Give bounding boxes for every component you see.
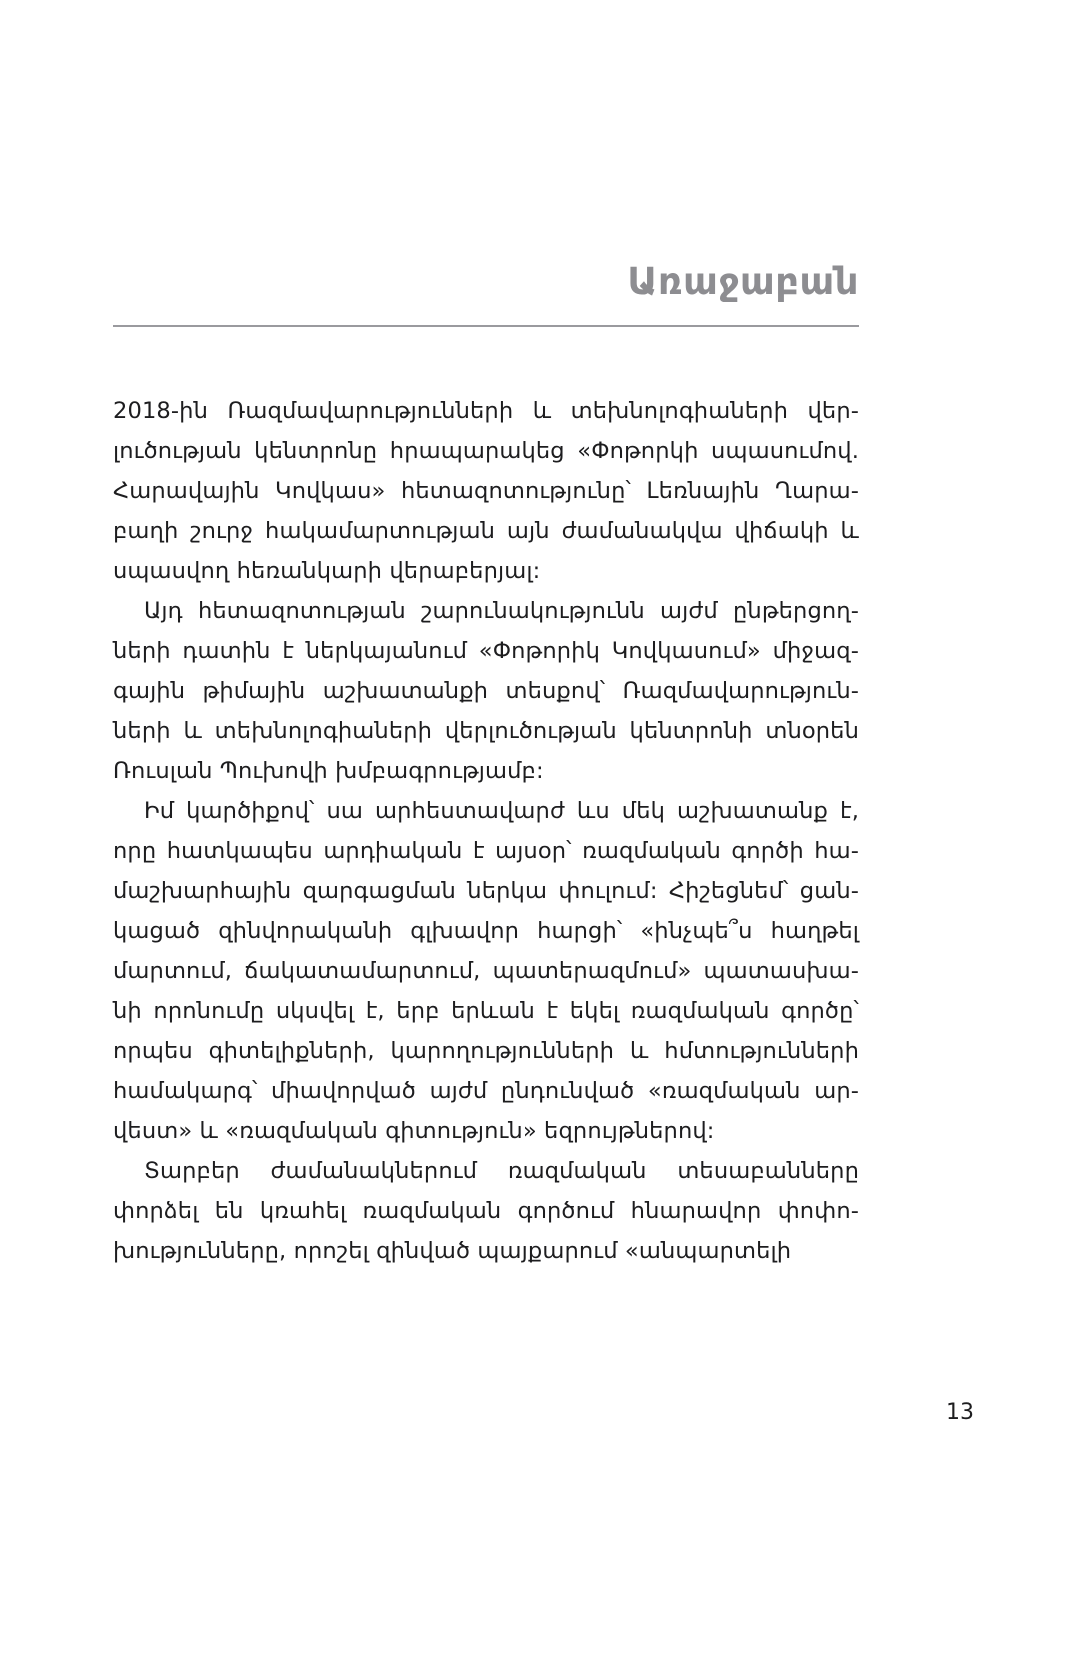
text-line: խությունները, որոշել զինված պայքարում «անպարտելի <box>113 1237 792 1264</box>
text-line: մարտում, ճակատամարտում, պատերազմում» պատասխա- <box>113 957 859 984</box>
text-line: Ռուսլան Պուխովի խմբագրությամբ: <box>113 757 544 784</box>
body-text <box>113 327 859 1271</box>
page-content <box>113 0 859 1271</box>
text-line: Տարբեր ժամանակներում ռազմական տեսաբանները <box>144 1157 859 1184</box>
text-line: Իմ կարծիքով՝ սա արհեստավարժ ևս մեկ աշխատանք է, <box>144 797 859 824</box>
page-title: Առաջաբան <box>627 260 859 303</box>
text-line: նի որոնումը սկսվել է, երբ երևան է եկել ռազմական գործը՝ <box>113 997 859 1024</box>
text-line: գային թիմային աշխատանքի տեսքով՝ Ռազմավարություն- <box>113 677 859 704</box>
text-line: Հարավային Կովկաս» հետազոտությունը՝ Լեռնային Ղարա- <box>113 477 859 504</box>
paragraph <box>113 791 859 1151</box>
text-line: լուծության կենտրոնը հրապարակեց «Փոթորկի սպասումով. <box>113 437 859 464</box>
text-line: փորձել են կռահել ռազմական գործում հնարավոր փոփո- <box>113 1197 859 1224</box>
text-line: 2018-ին Ռազմավարությունների և տեխնոլոգիաների վեր- <box>113 397 859 424</box>
text-line: մաշխարհային զարգացման ներկա փուլում: Հիշեցնեմ՝ ցան- <box>113 877 859 904</box>
text-line: բաղի շուրջ հակամարտության այն ժամանակվա վիճակի և <box>113 517 859 544</box>
text-line: վեստ» և «ռազմական գիտություն» եզրույթներով: <box>113 1117 715 1144</box>
text-line: սպասվող հեռանկարի վերաբերյալ: <box>113 557 541 584</box>
text-line: որպես գիտելիքների, կարողությունների և հմտությունների <box>113 1037 859 1064</box>
page-number: 13 <box>946 1400 974 1425</box>
paragraph <box>113 391 859 591</box>
text-line: որը հատկապես արդիական է այսօր՝ ռազմական գործի հա- <box>113 837 859 864</box>
text-line: ների դատին է ներկայանում «Փոթորիկ Կովկասում» միջազ- <box>113 637 859 664</box>
text-line: Այդ հետազոտության շարունակությունն այժմ ընթերցող- <box>144 597 859 624</box>
paragraph <box>113 1151 859 1271</box>
text-line: կացած զինվորականի գլխավոր հարցի՝ «ինչպե՞ս հաղթել <box>113 917 859 944</box>
paragraph <box>113 591 859 791</box>
text-line: ների և տեխնոլոգիաների վերլուծության կենտրոնի տնօրեն <box>113 717 859 744</box>
text-line: համակարգ՝ միավորված այժմ ընդունված «ռազմական ար- <box>113 1077 859 1104</box>
